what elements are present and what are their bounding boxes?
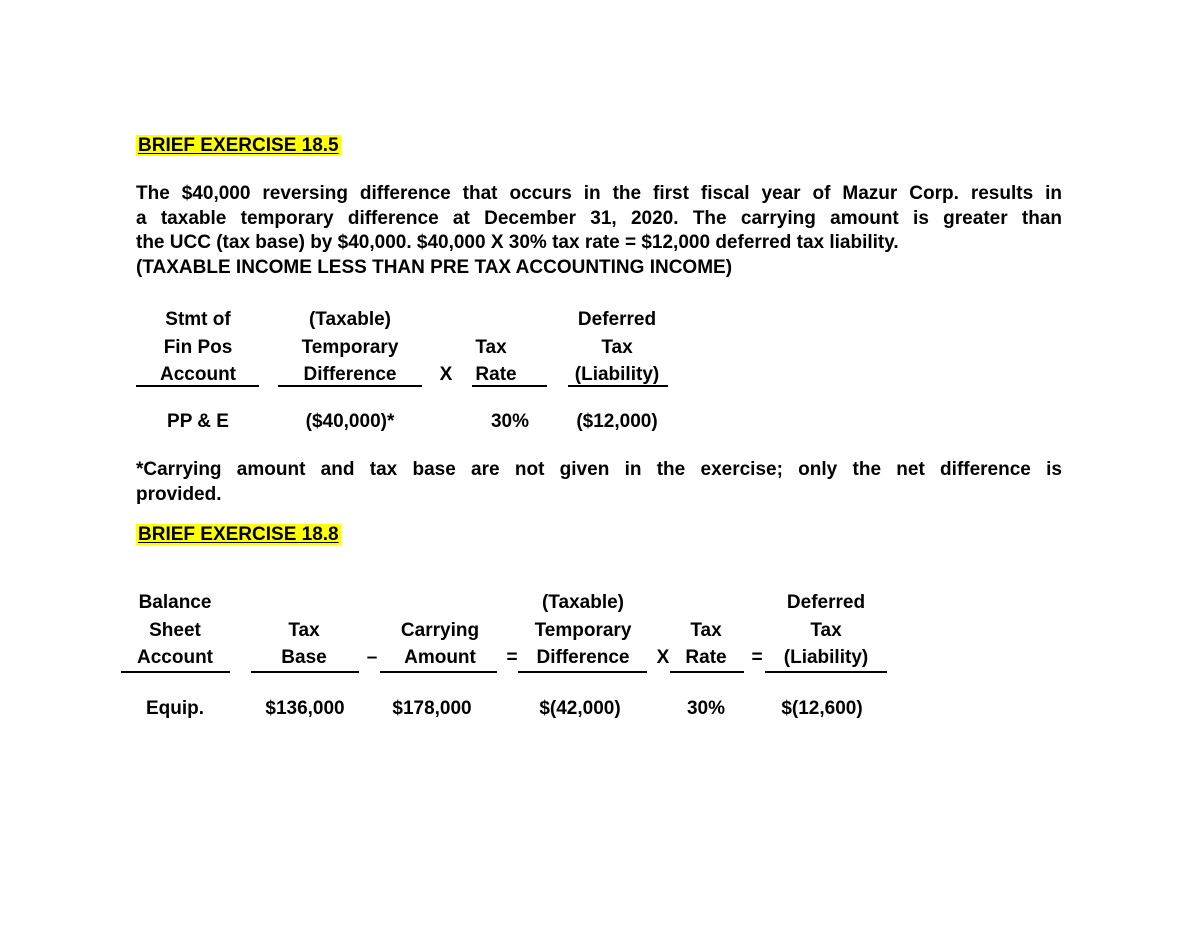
operator-equals: = bbox=[751, 647, 763, 668]
header-difference-line1: (Taxable) bbox=[541, 592, 624, 613]
paragraph-line: The $40,000 reversing difference that occurs in the first fiscal year of Mazur Corp. results in bbox=[136, 183, 1062, 204]
header-underline bbox=[121, 671, 230, 673]
cell-deferred: $(12,600) bbox=[781, 698, 863, 719]
cell-rate: 30% bbox=[490, 411, 530, 432]
header-tax-base-line1: Tax bbox=[288, 620, 320, 641]
header-underline bbox=[136, 385, 259, 387]
cell-account: Equip. bbox=[145, 698, 205, 719]
header-account-line2: Fin Pos bbox=[163, 337, 233, 358]
header-difference-line3: Difference bbox=[536, 647, 630, 668]
cell-tax-base: $136,000 bbox=[265, 698, 345, 719]
operator-x: X bbox=[439, 364, 453, 385]
header-underline bbox=[251, 671, 359, 673]
header-account-line1: Balance bbox=[138, 592, 212, 613]
header-underline bbox=[472, 385, 547, 387]
paragraph-line: the UCC (tax base) by $40,000. $40,000 X 30% tax rate = $12,000 deferred tax liability. bbox=[136, 232, 899, 253]
operator-equals: = bbox=[506, 647, 518, 668]
operator-x: X bbox=[656, 647, 670, 668]
header-rate-line2: Rate bbox=[475, 364, 517, 385]
header-account-line3: Account bbox=[160, 364, 236, 385]
header-tax-base-line2: Base bbox=[281, 647, 327, 668]
footnote-line: provided. bbox=[136, 483, 222, 505]
header-difference-line3: Difference bbox=[303, 364, 397, 385]
header-deferred-line3: (Liability) bbox=[783, 647, 869, 668]
heading-brief-exercise-18-5: BRIEF EXERCISE 18.5 bbox=[138, 135, 339, 156]
paragraph-line: (TAXABLE INCOME LESS THAN PRE TAX ACCOUNTING INCOME) bbox=[136, 256, 733, 278]
header-account-line2: Sheet bbox=[149, 620, 201, 641]
cell-rate: 30% bbox=[686, 698, 726, 719]
cell-carrying-amount: $178,000 bbox=[392, 698, 472, 719]
operator-minus: – bbox=[366, 647, 378, 668]
header-underline bbox=[518, 671, 647, 673]
header-carrying-line2: Amount bbox=[404, 647, 476, 668]
header-rate-line1: Tax bbox=[475, 337, 507, 358]
header-deferred-line2: Tax bbox=[601, 337, 633, 358]
header-deferred-line2: Tax bbox=[810, 620, 842, 641]
header-difference-line1: (Taxable) bbox=[308, 309, 391, 330]
cell-deferred: ($12,000) bbox=[576, 411, 658, 432]
header-difference-line2: Temporary bbox=[534, 620, 632, 641]
header-carrying-line1: Carrying bbox=[400, 620, 480, 641]
header-account-line3: Account bbox=[137, 647, 213, 668]
header-rate-line1: Tax bbox=[690, 620, 722, 641]
cell-difference: ($40,000)* bbox=[305, 411, 395, 432]
header-account-line1: Stmt of bbox=[165, 309, 231, 330]
header-underline bbox=[568, 385, 668, 387]
header-underline bbox=[765, 671, 887, 673]
header-deferred-line1: Deferred bbox=[577, 309, 657, 330]
header-underline bbox=[278, 385, 422, 387]
explanation-paragraph bbox=[136, 182, 1062, 280]
heading-brief-exercise-18-8: BRIEF EXERCISE 18.8 bbox=[138, 524, 339, 545]
header-difference-line2: Temporary bbox=[301, 337, 399, 358]
paragraph-line: a taxable temporary difference at December 31, 2020. The carrying amount is greater than bbox=[136, 207, 1062, 229]
footnote bbox=[136, 458, 1062, 507]
header-underline bbox=[380, 671, 497, 673]
header-rate-line2: Rate bbox=[685, 647, 727, 668]
footnote-line: *Carrying amount and tax base are not given in the exercise; only the net difference is bbox=[136, 459, 1062, 480]
header-deferred-line3: (Liability) bbox=[574, 364, 660, 385]
header-underline bbox=[670, 671, 744, 673]
cell-account: PP & E bbox=[167, 411, 229, 432]
cell-difference: $(42,000) bbox=[539, 698, 621, 719]
header-deferred-line1: Deferred bbox=[786, 592, 866, 613]
